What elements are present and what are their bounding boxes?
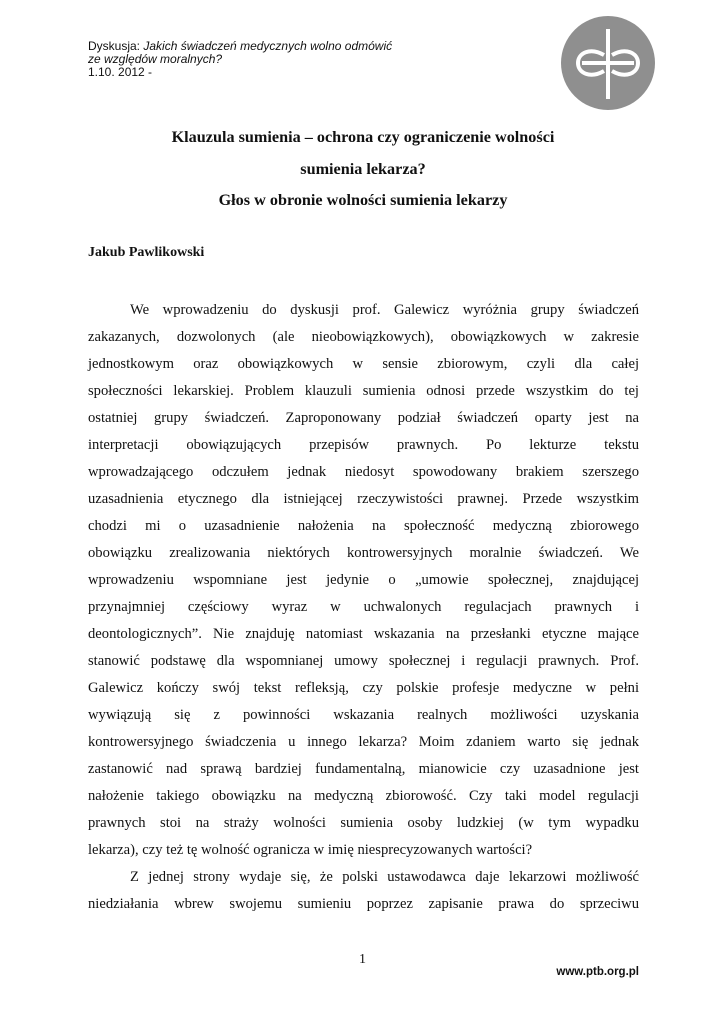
header-prefix: Dyskusja: — [88, 39, 144, 53]
author-name: Jakub Pawlikowski — [88, 245, 205, 260]
body-line: wprowadzeniu wspomniane jest jedynie o „umowie społecznej, znajdującej — [88, 572, 639, 588]
footer-website-link[interactable]: www.ptb.org.pl — [556, 966, 639, 978]
body-line: nałożenie takiego obowiązku na medyczną zbiorowość. Czy taki model regulacji — [88, 788, 639, 804]
body-line: deontologicznych”. Nie znajduję natomiast wskazania na przesłanki etyczne mające — [88, 626, 639, 642]
body-line: zakazanych, dozwolonych (ale nieobowiązkowych), obowiązkowych w zakresie — [88, 329, 639, 345]
body-line: lekarza), czy też tę wolność ogranicza w imię niesprecyzowanych wartości? — [88, 842, 533, 858]
header-topic-line-2: ze względów moralnych? — [88, 52, 223, 66]
body-line: zastanowić nad sprawą bardziej fundamentalną, mianowicie czy uzasadnione jest — [88, 761, 639, 777]
body-line: prawnych stoi na straży wolności sumienia osoby ludzkiej (w tym wypadku — [88, 815, 639, 831]
document-title-line-1: Klauzula sumienia – ochrona czy ograniczenie wolności — [171, 128, 555, 146]
body-line: przynajmniej częściowy wyraz w uchwalonych regulacjach prawnych i — [88, 599, 639, 615]
body-line: kontrowersyjnego świadczenia u innego lekarza? Moim zdaniem warto się jednak — [88, 734, 639, 750]
header-topic-line-1: Jakich świadczeń medycznych wolno odmówić — [143, 39, 393, 53]
body-line: społeczności lekarskiej. Problem klauzuli sumienia odnosi przede wszystkim do tej — [88, 383, 639, 399]
header-date: 1.10. 2012 - — [88, 65, 153, 79]
body-line: wprowadzającego odczułem jednak niedosyt spowodowany brakiem szerszego — [88, 464, 639, 480]
body-line: Galewicz kończy swój tekst refleksją, czy polskie profesje medyczne w pełni — [88, 680, 639, 696]
body-line: jednostkowym oraz obowiązkowych w sensie zbiorowym, czyli dla całej — [88, 356, 639, 372]
body-line: uzasadnienia etycznego dla istniejącej rzeczywistości prawnej. Przede wszystkim — [88, 491, 639, 507]
body-line: interpretacji obowiązujących przepisów prawnych. Po lekturze tekstu — [88, 437, 639, 453]
document-header — [88, 40, 508, 79]
document-title-line-2: sumienia lekarza? — [300, 160, 426, 178]
body-line: stanowić podstawę dla wspomnianej umowy społecznej i regulacji prawnych. Prof. — [88, 653, 639, 669]
body-line: obowiązku zrealizowania niektórych kontrowersyjnych moralnie świadczeń. We — [88, 545, 639, 561]
body-line: niedziałania wbrew swojemu sumieniu poprzez zapisanie prawa do sprzeciwu — [88, 896, 639, 912]
body-line: ostatniej grupy świadczeń. Zaproponowany podział świadczeń oparty jest na — [88, 410, 639, 426]
body-line: Z jednej strony wydaje się, że polski ustawodawca daje lekarzowi możliwość — [130, 869, 639, 885]
body-line: wywiązują się z powinności wskazania realnych możliwości uzyskania — [88, 707, 639, 723]
body-paragraphs — [88, 297, 639, 918]
body-line: We wprowadzeniu do dyskusji prof. Galewicz wyróżnia grupy świadczeń — [130, 302, 639, 318]
ptb-logo — [560, 15, 656, 111]
page-number: 1 — [359, 952, 366, 967]
body-line: chodzi mi o uzasadnienie nałożenia na społeczność medyczną zbiorowego — [88, 518, 639, 534]
document-subtitle: Głos w obronie wolności sumienia lekarzy — [218, 191, 508, 209]
